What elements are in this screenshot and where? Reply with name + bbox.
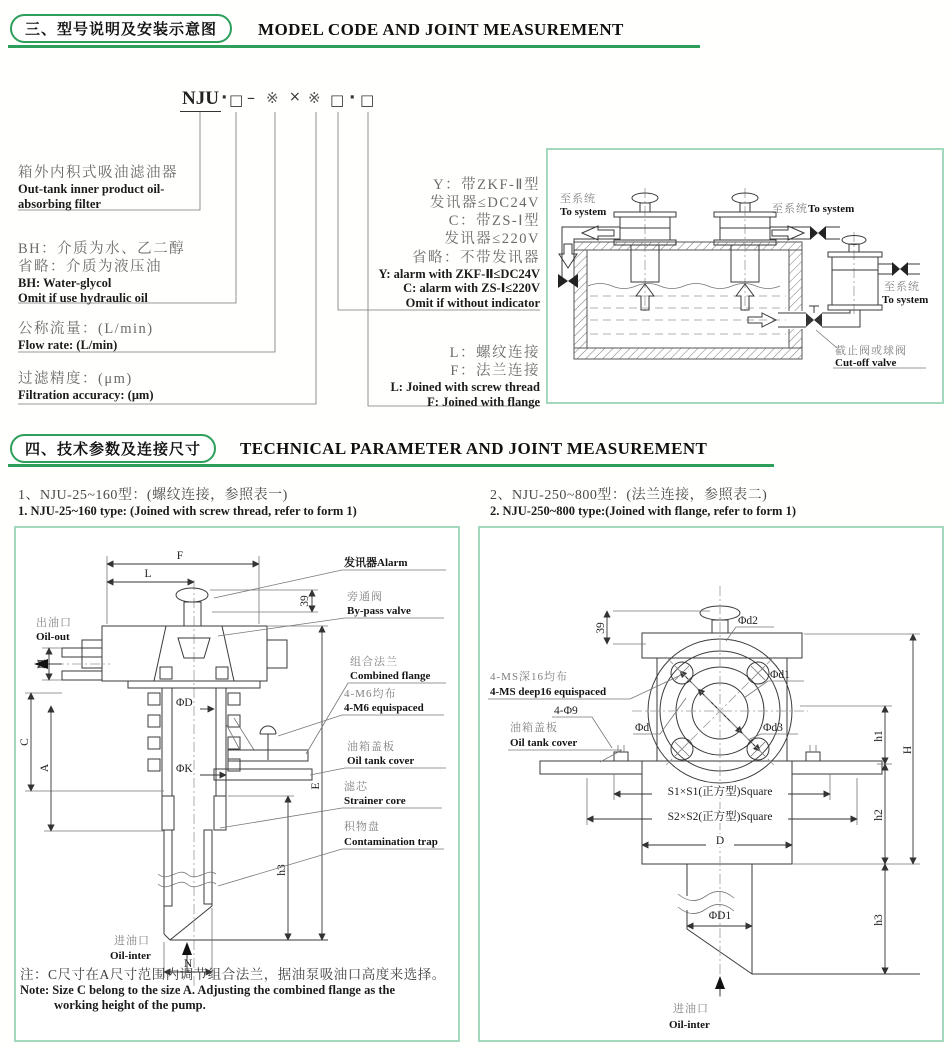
valve-icon: [558, 274, 568, 288]
model-code-box2: □: [330, 91, 345, 109]
drawing2: [480, 528, 942, 1040]
cutoff-valve-icon: [814, 313, 822, 327]
drawing2-heading-en: 2. NJU-250~800 type:(Joined with flange, refer to form 1): [490, 504, 796, 518]
model-code-x: ×: [289, 89, 301, 105]
dim-C: C: [19, 738, 31, 746]
model-code-box3: □: [360, 91, 375, 109]
drawing1-box: [14, 526, 460, 1042]
drawing2-heading: [490, 484, 796, 519]
ann-en: F: Joined with flange: [427, 394, 540, 409]
dim-S2: S2×S2(正方型)Square: [667, 811, 773, 823]
callout-ms-en: 4-MS deep16 equispaced: [490, 686, 607, 698]
callout-trap-en: Contamination trap: [344, 836, 438, 848]
callout-4m6-en: 4-M6 equispaced: [344, 702, 424, 714]
model-code-dot1: ·: [221, 88, 228, 108]
to-system-label-cn: 至系统: [560, 193, 596, 205]
to-system-label-cn: 至系统: [772, 203, 808, 215]
filter-body-drawing: [54, 580, 328, 988]
drawing2-heading-cn: 2、NJU-250~800型：(法兰连接，参照表二): [490, 488, 768, 503]
callout-cover-cn: 油箱盖板: [347, 741, 395, 753]
ann-en: Flow rate: (L/min): [18, 338, 118, 353]
cutoff-valve-icon: [806, 313, 814, 327]
dim-phiD: ΦD: [176, 697, 193, 709]
callout-cover-cn: 油箱盖板: [510, 722, 558, 734]
callout-trap-cn: 积物盘: [344, 821, 380, 833]
drawing1-heading: [18, 484, 357, 519]
model-code-star2: ※: [308, 89, 321, 107]
dimension-lines: [19, 550, 328, 978]
ann-cn: BH：介质为水、乙二醇: [18, 241, 186, 257]
ann-cn: Y：带ZKF-Ⅱ型: [433, 177, 540, 193]
ann-flow: [18, 320, 258, 353]
ann-medium: [18, 240, 278, 305]
note-en: Note: Size C belong to the size A. Adjusting the combined flange as the: [20, 983, 395, 997]
section4-title: TECHNICAL PARAMETER AND JOINT MEASUREMENT: [240, 439, 708, 458]
ann-cn: 公称流量：(L/min): [18, 321, 154, 337]
ann-cn: 省略：介质为液压油: [18, 259, 162, 276]
callout-4m6-cn: 4-M6均布: [344, 688, 397, 700]
callout-cover-en: Oil tank cover: [347, 755, 415, 767]
dim-phid3: Φd3: [763, 722, 783, 734]
callout-labels: [214, 555, 446, 886]
to-system-label-en: To system: [808, 203, 855, 215]
ann-connection: [338, 344, 540, 409]
ann-en: Filtration accuracy: (μm): [18, 388, 154, 403]
dim-39: 39: [595, 622, 607, 634]
dim-H: H: [902, 745, 914, 755]
drawing1-heading-cn: 1、NJU-25~160型：(螺纹连接，参照表一): [18, 488, 288, 503]
ann-en: Omit if without indicator: [405, 295, 540, 310]
right-outlet-pipe: [770, 201, 854, 240]
ann-cn: C：带ZS-Ⅰ型: [448, 213, 540, 230]
dim-phiK: ΦK: [176, 763, 193, 775]
model-code-prefix: NJU: [180, 88, 221, 112]
flow-arrow-icon: [582, 226, 614, 240]
ann-indicator: [338, 176, 540, 310]
dim-F: F: [176, 550, 184, 562]
callout-phi9: 4-Φ9: [554, 705, 578, 717]
cutoff-valve-label-cn: 截止阀或球阀: [835, 345, 907, 357]
callout-ms-cn: 4-MS深16均布: [490, 671, 569, 683]
filter-unit-3: [828, 232, 928, 316]
dim-h2: h2: [873, 809, 885, 821]
to-system-label-en: To system: [560, 206, 607, 218]
note-en: working height of the pump.: [54, 998, 206, 1012]
ann-cn: 发讯器≤220V: [444, 231, 540, 248]
model-code-star1: ※: [266, 89, 279, 107]
dim-h1: h1: [873, 730, 885, 742]
cutoff-valve-label-en: Cut-off valve: [835, 357, 897, 369]
ann-cn: 发讯器≤DC24V: [429, 195, 540, 212]
valve-icon: [818, 226, 826, 240]
callout-bypass-cn: 旁通阀: [347, 591, 383, 603]
section4-rule: [8, 464, 774, 467]
ann-filtration: [18, 370, 258, 403]
oil-in-arrow-icon: [715, 976, 725, 989]
oil-in-arrow-icon: [182, 942, 192, 955]
drawing1-heading-en: 1. NJU-25~160 type: (Joined with screw thread, refer to form 1): [18, 504, 357, 518]
installation-schematic: [548, 150, 942, 402]
dim-phiD1: ΦD1: [708, 910, 732, 922]
suction-line-cutoff: [748, 306, 926, 369]
section4-pill: 四、技术参数及连接尺寸: [10, 434, 216, 463]
model-code-dash: –: [247, 88, 255, 107]
ann-cn: 过滤精度：(μm): [18, 371, 133, 387]
dim-h3: h3: [873, 914, 885, 926]
dim-N: N: [183, 958, 193, 970]
callout-flange-en: Combined flange: [350, 670, 431, 682]
note-cn: 注：C尺寸在A尺寸范围内调节组合法兰，据油泵吸油口高度来选择。: [20, 967, 446, 982]
valve-icon: [900, 262, 908, 276]
filter-unit-2: [714, 188, 776, 314]
oil-in-label-cn: 进油口: [673, 1003, 709, 1015]
dim-phid2: Φd2: [738, 615, 758, 627]
callout-strainer-cn: 滤芯: [344, 781, 368, 793]
dim-h3: h3: [276, 864, 288, 876]
ann-product: [18, 164, 258, 211]
valve-icon: [810, 226, 818, 240]
dimension-lines: [587, 611, 920, 974]
section3-title: MODEL CODE AND JOINT MEASUREMENT: [258, 20, 624, 39]
model-code-box1: □: [229, 91, 244, 109]
callout-cover-en: Oil tank cover: [510, 737, 578, 749]
oil-out-label-cn: 出油口: [36, 617, 72, 629]
callout-flange-cn: 组合法兰: [350, 656, 398, 668]
model-code-dot2: ·: [349, 88, 356, 108]
dim-phid1: Φd1: [770, 669, 790, 681]
ann-en: Omit if use hydraulic oil: [18, 290, 148, 305]
ann-en: L: Joined with screw thread: [390, 380, 540, 395]
oil-in-label-en: Oil-inter: [669, 1019, 710, 1031]
to-system-label-en: To system: [882, 294, 929, 306]
oil-tank: [574, 242, 802, 359]
callout-strainer-en: Strainer core: [344, 795, 406, 807]
dim-39: 39: [299, 595, 311, 607]
section3-pill: 三、型号说明及安装示意图: [10, 14, 232, 43]
ann-en: BH: Water-glycol: [18, 276, 112, 291]
ann-cn: 箱外内积式吸油滤油器: [18, 165, 178, 181]
dim-L: L: [144, 568, 152, 580]
port-labels: [34, 615, 192, 972]
callout-labels: [488, 669, 725, 1031]
callout-bypass-en: By-pass valve: [347, 605, 411, 617]
ann-en: Y: alarm with ZKF-Ⅱ≤DC24V: [378, 266, 540, 281]
oil-out-label-en: Oil-out: [36, 631, 70, 643]
ann-cn: F：法兰连接: [450, 363, 540, 380]
flow-arrow-icon: [772, 226, 804, 240]
to-system-label-cn: 至系统: [884, 281, 920, 293]
dim-D: D: [715, 835, 725, 847]
dim-E: E: [310, 782, 322, 790]
ann-cn: L：螺纹连接: [449, 345, 540, 361]
ann-en: Out-tank inner product oil-: [18, 182, 165, 197]
oil-in-label-en: Oil-inter: [110, 950, 151, 962]
dim-A: A: [39, 763, 51, 773]
ann-en: absorbing filter: [18, 196, 101, 211]
ann-cn: 省略：不带发讯器: [412, 249, 540, 266]
filter-unit-1: [614, 188, 676, 314]
oil-in-label-cn: 进油口: [114, 935, 150, 947]
valve-icon: [568, 274, 578, 288]
dim-S1: S1×S1(正方型)Square: [667, 786, 773, 798]
installation-schematic-box: [546, 148, 944, 404]
dim-phid: Φd: [635, 722, 650, 734]
drawing1-note: [20, 963, 454, 1013]
left-outlet-pipe: [558, 191, 620, 288]
drawing2-box: [478, 526, 944, 1042]
valve-icon: [892, 262, 900, 276]
callout-alarm: 发讯器Alarm: [344, 557, 408, 569]
ann-en: C: alarm with ZS-Ⅰ≤220V: [403, 281, 540, 296]
